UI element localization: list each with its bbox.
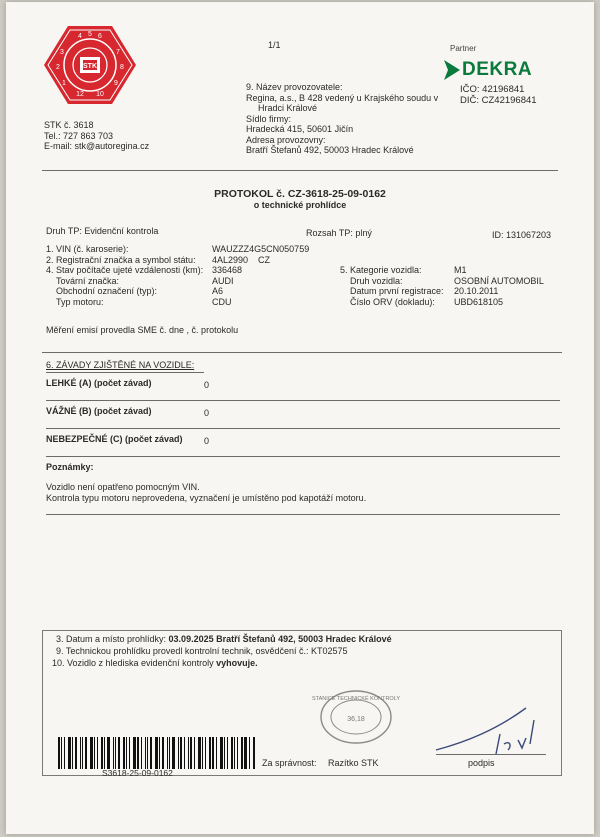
barcode-bar — [113, 737, 114, 769]
date-place-value: 03.09.2025 Bratří Štefanů 492, 50003 Hradec Králové — [168, 634, 392, 644]
divider — [46, 372, 204, 373]
technician-line: 9. Technickou prohlídku provedl kontrolní technik, osvědčení č.: KT02575 — [56, 646, 348, 656]
engine-value: CDU — [212, 296, 232, 307]
defect-light-count: 0 — [204, 380, 210, 390]
barcode-bar — [244, 737, 247, 769]
barcode-text: S3618-25-09-0162 — [102, 768, 173, 778]
barcode-bar — [80, 737, 81, 769]
barcode-bar — [212, 737, 214, 769]
stk-number: STK č. 3618 — [44, 120, 94, 130]
protocol-document — [6, 2, 594, 834]
defect-dangerous-label: NEBEZPEČNÉ (C) (počet závad) — [46, 434, 183, 444]
partner-label: Partner — [450, 44, 477, 53]
svg-text:12: 12 — [76, 91, 84, 98]
barcode-bar — [85, 737, 87, 769]
vehicle-labels — [46, 244, 203, 307]
defect-dangerous-count: 0 — [204, 436, 210, 446]
za-spravnost-label: Za správnost: — [262, 758, 317, 768]
barcode-bar — [75, 737, 77, 769]
inspection-id: ID: 131067203 — [492, 230, 552, 240]
result-label: 10. Vozidlo z hlediska evidenční kontroly — [52, 658, 217, 668]
barcode-bar — [147, 737, 148, 769]
operator-line: Hradci Králové — [258, 103, 318, 113]
notes-heading: Poznámky: — [46, 462, 94, 472]
vin-value: WAUZZZ4G5CN050759 — [212, 244, 310, 254]
barcode-bar — [198, 737, 201, 769]
svg-text:6: 6 — [98, 33, 102, 40]
odometer-value: 336468 — [212, 265, 243, 275]
svg-text:3: 3 — [60, 49, 64, 56]
signature-icon — [426, 700, 556, 758]
divider — [46, 400, 560, 401]
barcode-bar — [209, 737, 211, 769]
stk-logo-icon — [42, 24, 138, 106]
barcode-bar — [184, 737, 185, 769]
barcode-bar — [237, 737, 238, 769]
date-place-label: 3. Datum a místo prohlídky: — [56, 634, 169, 644]
barcode-bar — [190, 737, 192, 769]
vehicle-label: 4. Stav počítače ujeté vzdálenosti (km): — [46, 265, 204, 275]
stk-stamp-icon — [311, 688, 401, 746]
barcode-bar — [249, 737, 250, 769]
barcode-bar — [133, 737, 136, 769]
stk-contact — [44, 120, 149, 152]
signature-label: podpis — [468, 758, 495, 768]
dekra-arrow-icon — [444, 60, 460, 80]
plate-value: 4AL2990 CZ — [212, 254, 271, 265]
barcode-bar — [72, 737, 73, 769]
svg-text:7: 7 — [116, 49, 120, 56]
barcode-bar — [241, 737, 243, 769]
vehicle-label: 5. Kategorie vozidla: — [340, 265, 422, 275]
svg-text:10: 10 — [96, 91, 104, 98]
barcode-bar — [68, 737, 71, 769]
operator-block — [246, 82, 438, 156]
barcode-bar — [150, 737, 152, 769]
operator-line: Hradecká 415, 50601 Jičín — [246, 124, 354, 134]
page-number: 1/1 — [268, 40, 281, 50]
result-value: vyhovuje. — [216, 658, 258, 668]
defect-serious-count: 0 — [204, 408, 210, 418]
barcode-bar — [159, 737, 160, 769]
inspection-type: Druh TP: Evidenční kontrola — [46, 226, 159, 236]
divider — [46, 428, 560, 429]
svg-text:9: 9 — [114, 80, 118, 87]
svg-text:1: 1 — [62, 80, 66, 87]
barcode-bar — [101, 737, 103, 769]
vehicle-label: 2. Registrační značka a symbol státu: — [46, 254, 196, 265]
barcode-bar — [90, 737, 93, 769]
vehicle-kind-value: OSOBNÍ AUTOMOBIL — [454, 275, 544, 286]
defect-light-label: LEHKÉ (A) (počet závad) — [46, 378, 152, 388]
ico: IČO: 42196841 — [460, 84, 525, 95]
vehicle-values — [212, 244, 309, 307]
stk-phone: Tel.: 727 863 703 — [44, 130, 114, 141]
vehicle-category-values — [454, 265, 544, 307]
svg-text:2: 2 — [56, 64, 60, 71]
model-value: A6 — [212, 286, 224, 296]
svg-text:5: 5 — [88, 31, 92, 38]
barcode-bar — [169, 737, 170, 769]
stamp-text: STANICE TECHNICKÉ KONTROLY — [311, 696, 401, 702]
protocol-title: PROTOKOL č. CZ-3618-25-09-0162 — [214, 188, 386, 200]
barcode-bar — [224, 737, 225, 769]
barcode-bar — [58, 737, 60, 769]
make-value: AUDI — [212, 275, 234, 286]
barcode-bar — [115, 737, 116, 769]
barcode-bar — [137, 737, 139, 769]
category-value: M1 — [454, 265, 467, 275]
barcode-bar — [97, 737, 98, 769]
barcode-bar — [167, 737, 168, 769]
vehicle-label: Datum první registrace: — [350, 286, 444, 296]
vehicle-label: Číslo ORV (dokladu): — [350, 296, 435, 307]
barcode-bar — [107, 737, 110, 769]
vehicle-label: 1. VIN (č. karoserie): — [46, 244, 129, 254]
operator-line: Adresa provozovny: — [246, 134, 326, 145]
svg-text:4: 4 — [78, 33, 82, 40]
inspection-date-place — [56, 634, 392, 645]
barcode-bar — [82, 737, 83, 769]
dic: DIČ: CZ42196841 — [460, 95, 537, 106]
vehicle-label: Druh vozidla: — [350, 275, 403, 286]
barcode-bar — [180, 737, 182, 769]
barcode-bar — [118, 737, 120, 769]
stamp-label: Razítko STK — [328, 758, 379, 768]
emission-note: Měření emisí provedla SME č. dne , č. protokolu — [46, 325, 239, 335]
barcode-bar — [172, 737, 175, 769]
divider — [46, 456, 560, 457]
barcode-bar — [145, 737, 146, 769]
result-line — [52, 658, 258, 669]
vehicle-label: Tovární značka: — [56, 275, 120, 286]
vehicle-label: Typ motoru: — [56, 296, 104, 307]
operator-line: 9. Název provozovatele: — [246, 82, 343, 92]
vehicle-category-labels — [340, 265, 444, 307]
barcode — [58, 737, 260, 769]
operator-line: Regina, a.s., B 428 vedený u Krajského soudu v — [246, 92, 439, 103]
barcode-bar — [253, 737, 255, 769]
barcode-bar — [123, 737, 125, 769]
barcode-bar — [61, 737, 62, 769]
operator-line: Sídlo firmy: — [246, 113, 292, 124]
barcode-bar — [178, 737, 179, 769]
barcode-bar — [220, 737, 223, 769]
barcode-bar — [227, 737, 228, 769]
dekra-logo: DEKRA — [462, 59, 533, 80]
stamp-number: 36,18 — [347, 716, 365, 723]
svg-text:8: 8 — [120, 64, 124, 71]
inspection-scope: Rozsah TP: plný — [306, 228, 372, 238]
defects-heading: 6. ZÁVADY ZJIŠTĚNÉ NA VOZIDLE: — [46, 360, 195, 370]
stk-email: E-mail: stk@autoregina.cz — [44, 141, 150, 151]
barcode-bar — [94, 737, 95, 769]
defect-serious-label: VÁŽNÉ (B) (počet závad) — [46, 406, 152, 416]
barcode-bar — [155, 737, 158, 769]
barcode-bar — [188, 737, 189, 769]
orv-number-value: UBD618105 — [454, 296, 504, 307]
barcode-bar — [202, 737, 203, 769]
note-line: Vozidlo není opatřeno pomocným VIN. — [46, 482, 200, 492]
barcode-bar — [162, 737, 164, 769]
divider — [46, 514, 560, 515]
divider — [42, 170, 558, 171]
barcode-bar — [216, 737, 217, 769]
protocol-subtitle: o technické prohlídce — [253, 200, 347, 210]
barcode-bar — [64, 737, 65, 769]
barcode-bar — [104, 737, 105, 769]
barcode-bar — [194, 737, 195, 769]
barcode-bar — [231, 737, 233, 769]
barcode-bar — [205, 737, 206, 769]
first-registration-value: 20.10.2011 — [454, 286, 499, 296]
signature-line — [436, 754, 546, 755]
operator-line: Bratří Štefanů 492, 50003 Hradec Králové — [246, 145, 414, 155]
svg-text:STK: STK — [83, 63, 97, 70]
divider — [42, 352, 562, 353]
barcode-bar — [126, 737, 127, 769]
barcode-bar — [129, 737, 130, 769]
barcode-bar — [234, 737, 235, 769]
vehicle-label: Obchodní označení (typ): — [56, 286, 158, 296]
note-line: Kontrola typu motoru neprovedena, vyznačení je umístěno pod kapotáží motoru. — [46, 493, 367, 503]
barcode-bar — [141, 737, 142, 769]
